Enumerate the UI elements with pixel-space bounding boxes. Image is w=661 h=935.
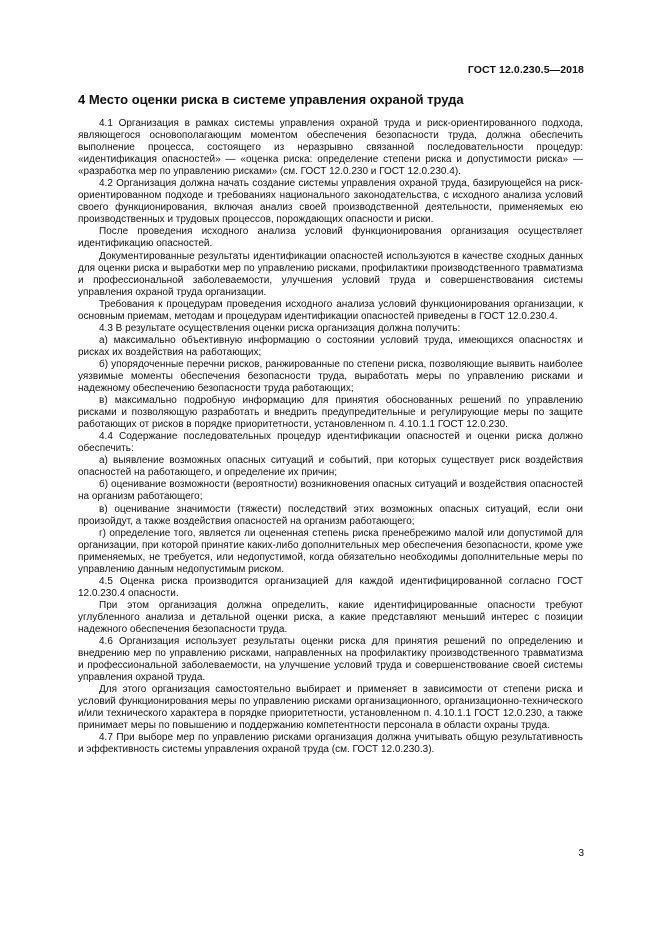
paragraph: б) оценивание возможности (вероятности) возникновения опасных ситуаций и воздействия опасностей на организм работающего; (78, 479, 583, 503)
paragraph: а) выявление возможных опасных ситуаций и событий, при которых существует риск воздействия опасностей на работающего, и определение их причин; (78, 455, 583, 479)
paragraph: После проведения исходного анализа условий функционирования организация осуществляет идентификацию опасностей. (78, 226, 583, 250)
section-title: 4 Место оценки риска в системе управления охраной труда (78, 92, 464, 107)
paragraph: в) максимально подробную информацию для принятия обоснованных решений по управлению рисками и позволяющую разработать и внедрить предупредительные и регулирующие меры по защите работающих от рисков в порядке приоритетности, установленном п. 4.10.1.1 ГОСТ 12.0.230. (78, 395, 583, 431)
paragraph: г) определение того, является ли оцененная степень риска пренебрежимо малой или допустимой для организации, при которой принятие каких-либо дополнительных мер обеспечения безопасности, кроме уже применяемых, не требуется, или недопустимой, когда обязательно необходимы дополнительные меры по управлению данным недопустимым риском. (78, 527, 583, 575)
paragraph: 4.3 В результате осуществления оценки риска организация должна получить: (99, 322, 461, 334)
paragraph: 4.4 Содержание последовательных процедур идентификации опасностей и оценки риска должно обеспечить: (78, 431, 583, 455)
document-code: ГОСТ 12.0.230.5—2018 (467, 64, 584, 76)
paragraph: Для этого организация самостоятельно выбирает и применяет в зависимости от степени риска и условий функционирования меры по управлению рисками организационного, организационно-технического и/или технического характера в порядке приоритетности, установленном п. 4.10.1.1 ГОСТ 12.0.230, а также принимает меры по повышению и поддержанию компетентности персонала в области охраны труда. (78, 684, 583, 732)
paragraph: б) упорядоченные перечни рисков, ранжированные по степени риска, позволяющие выявить наиболее уязвимые моменты обеспечения безопасности труда, выработать меры по управлению рисками и надежному обеспечению безопасности труда работающих; (78, 358, 583, 395)
section-body (78, 118, 583, 756)
paragraph: в) оценивание значимости (тяжести) последствий этих возможных опасных ситуаций, если они произойдут, а также воздействия опасностей на организм работающего; (78, 503, 583, 527)
paragraph: 4.6 Организация использует результаты оценки риска для принятия решений по определению и внедрению мер по управлению рисками, направленных на профилактику производственного травматизма и профессиональной заболеваемости, на улучшение условий труда и совершенствование своей системы управления охраной труда. (78, 636, 583, 684)
paragraph: Требования к процедурам проведения исходного анализа условий функционирования организации, к основным приемам, методам и процедурам идентификации опасностей приведены в ГОСТ 12.0.230.4. (78, 298, 583, 322)
paragraph: 4.2 Организация должна начать создание системы управления охраной труда, базирующейся на риск-ориентированном подходе и требованиях национального законодательства, с исходного анализа условий своего функционирования, включая анализ своей производственной деятельности, применяемых ею производственных и трудовых процессов, порождающих опасности и риски. (78, 178, 583, 226)
paragraph: 4.5 Оценка риска производится организацией для каждой идентифицированной согласно ГОСТ 12.0.230.4 опасности. (78, 575, 583, 599)
paragraph: При этом организация должна определить, какие идентифицированные опасности требуют углубленного анализа и детальной оценки риска, а какие представляют меньший интерес с позиции надежного обеспечения безопасности труда. (78, 599, 583, 635)
paragraph: Документированные результаты идентификации опасностей используются в качестве сходных данных для оценки риска и выработки мер по управлению рисками, профилактики производственного травматизма и профессиональной заболеваемости, улучшения условий труда и совершенствования системы управления охраной труда организации. (78, 250, 583, 298)
paragraph: 4.1 Организация в рамках системы управления охраной труда и риск-ориентированного подхода, являющегося основополагающим моментом обеспечения безопасности труда, должна обеспечить выполнение процесса, состоящего из неразрывно связанной последовательности процедур: «идентификация опасностей» — «оценка риска: определение степени риска и допустимости риска» — «разработка мер по управлению рисками» (см. ГОСТ 12.0.230 и ГОСТ 12.0.230.4). (78, 118, 583, 178)
paragraph: а) максимально объективную информацию о состоянии условий труда, имеющихся опасностях и рисках их воздействия на работающих; (78, 334, 583, 358)
paragraph: 4.7 При выборе мер по управлению рисками организация должна учитывать общую результативность и эффективность системы управления охраной труда (см. ГОСТ 12.0.230.3). (78, 732, 583, 756)
page-number: 3 (578, 848, 584, 859)
